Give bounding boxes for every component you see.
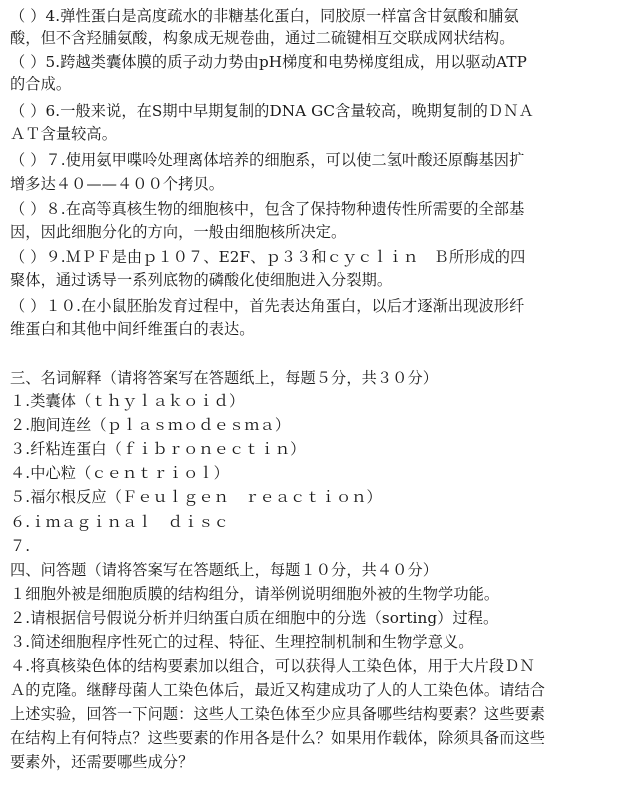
tf-q4-line1: （ ）4.弹性蛋白是高度疏水的非糖基化蛋白，同胶原一样富含甘氨酸和脯氨 bbox=[10, 7, 519, 25]
essay-q4-line1: ４.将真核染色体的结构要素加以组合，可以获得人工染色体，用于大片段ＤＮ bbox=[10, 657, 535, 675]
answer-blank: （ ） bbox=[10, 248, 46, 266]
answer-blank: （ ） bbox=[10, 151, 46, 169]
tf-q6-line1: （ ）6.一般来说，在S期中早期复制的DNA GC含量较高，晚期复制的ＤＮＡ bbox=[10, 102, 534, 120]
answer-blank: （ ） bbox=[10, 297, 46, 315]
answer-blank: （ ） bbox=[10, 102, 46, 120]
tf-q8-line2: 因，因此细胞分化的方向，一般由细胞核所决定。 bbox=[10, 223, 347, 241]
answer-blank: （ ） bbox=[10, 7, 46, 25]
tf-q9-line1: （ ）９.ＭＰＦ是由ｐ１０７、E2F、ｐ３３和ｃｙｃｌｉｎ Ｂ所形成的四 bbox=[10, 248, 526, 266]
term-item-4: ４.中心粒（ｃｅｎｔｒｉｏｌ） bbox=[10, 464, 229, 482]
tf-q5-line1: （ ）5.跨越类囊体膜的质子动力势由pH梯度和电势梯度组成，用以驱动ATP bbox=[10, 53, 527, 71]
tf-q5-line2: 的合成。 bbox=[10, 75, 72, 93]
term-item-5: ５.福尔根反应（Ｆｅｕｌｇｅｎ ｒｅａｃｔｉｏｎ） bbox=[10, 488, 382, 506]
section4-title: 四、问答题（请将答案写在答题纸上，每题１０分，共４０分） bbox=[10, 561, 439, 579]
tf-q9-line2: 聚体，通过诱导一系列底物的磷酸化使细胞进入分裂期。 bbox=[10, 271, 393, 289]
term-item-3: ３.纤粘连蛋白（ｆｉｂｒｏｎｅｃｔｉｎ） bbox=[10, 440, 306, 458]
term-item-7: ７. bbox=[10, 537, 31, 555]
essay-q4-line3: 上述实验，回答一下问题：这些人工染色体至少应具备哪些结构要素？这些要素 bbox=[10, 705, 546, 723]
tf-q7-line2: 增多达４０——４００个拷贝。 bbox=[10, 175, 225, 193]
essay-q4-line5: 要素外，还需要哪些成分？ bbox=[10, 753, 194, 771]
term-item-1: １.类囊体（ｔｈｙｌａｋｏｉｄ） bbox=[10, 392, 245, 410]
essay-q2: ２.请根据信号假说分析并归纳蛋白质在细胞中的分选（sorting）过程。 bbox=[10, 609, 499, 627]
term-item-6: ６.ｉｍａｇｉｎａｌ ｄｉｓｃ bbox=[10, 513, 229, 531]
essay-q1: １细胞外被是细胞质膜的结构组分，请举例说明细胞外被的生物学功能。 bbox=[10, 585, 500, 603]
tf-q10-line1: （ ）１０.在小鼠胚胎发育过程中，首先表达角蛋白，以后才逐渐出现波形纤 bbox=[10, 297, 525, 315]
essay-q4-line2: Ａ的克隆。继酵母菌人工染色体后，最近又构建成功了人的人工染色体。请结合 bbox=[10, 681, 546, 699]
tf-q7-line1: （ ）７.使用氨甲喋呤处理离体培养的细胞系，可以使二氢叶酸还原酶基因扩 bbox=[10, 151, 525, 169]
tf-q6-line2: ＡＴ含量较高。 bbox=[10, 125, 118, 143]
tf-q8-line1: （ ）８.在高等真核生物的细胞核中，包含了保持物种遗传性所需要的全部基 bbox=[10, 200, 525, 218]
essay-q4-line4: 在结构上有何特点？这些要素的作用各是什么？如果用作载体，除须具备而这些 bbox=[10, 729, 546, 747]
section3-title: 三、名词解释（请将答案写在答题纸上，每题５分，共３０分） bbox=[10, 369, 439, 387]
answer-blank: （ ） bbox=[10, 200, 46, 218]
essay-q3: ３.简述细胞程序性死亡的过程、特征、生理控制机制和生物学意义。 bbox=[10, 633, 474, 651]
tf-q10-line2: 维蛋白和其他中间纤维蛋白的表达。 bbox=[10, 320, 255, 338]
tf-q4-line2: 酸，但不含羟脯氨酸，构象成无规卷曲，通过二硫键相互交联成网状结构。 bbox=[10, 29, 515, 47]
term-item-2: ２.胞间连丝（ｐｌａｓｍｏｄｅｓｍａ） bbox=[10, 416, 291, 434]
answer-blank: （ ） bbox=[10, 53, 46, 71]
